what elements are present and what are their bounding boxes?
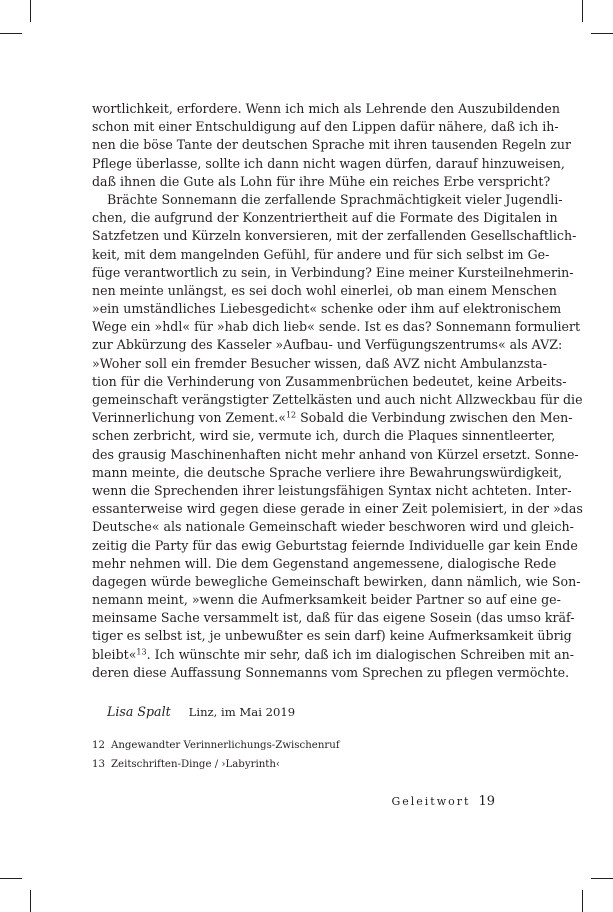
footnote-text: Zeitschriften-Dinge / ›Labyrinth‹ xyxy=(110,759,281,770)
footnote-number: 12 xyxy=(92,740,105,751)
footnote-13 xyxy=(92,759,280,770)
text-line: Pflege überlasse, sollte ich dann nicht wagen dürfen, darauf hinzuweisen, xyxy=(92,155,565,171)
footnote-ref: 13 xyxy=(136,647,147,657)
footnote-ref: 12 xyxy=(285,410,297,420)
text-line: mehr nehmen will. Die dem Gegenstand angemessene, dialogische Rede xyxy=(92,555,557,571)
text-line: Deutsche« als nationale Gemeinschaft wieder beschworen wird und gleich- xyxy=(92,519,574,535)
text-line: Satzfetzen und Kürzeln konversieren, mit der zerfallenden Gesellschaftlich- xyxy=(92,228,577,244)
author-name: Lisa Spalt xyxy=(107,704,171,719)
text-line: Verinnerlichung von Zement.«$^{12}$ Sobald die Verbindung zwischen den Men- xyxy=(92,410,573,426)
text-line: »ein umständliches Liebesgedicht« schenke oder ihm auf elektronischem xyxy=(92,301,562,317)
text-line: deren diese Auffassung Sonnemanns vom Sprechen zu pflegen vermöchte. xyxy=(92,664,570,680)
crop-mark-top-right xyxy=(582,0,583,22)
text-line: Brächte Sonnemann die zerfallende Sprachmächtigkeit vieler Jugendli- xyxy=(107,191,563,207)
text-line: daß ihnen die Gute als Lohn für ihre Mühe ein reiches Erbe verspricht? xyxy=(92,173,551,189)
text-line: füge verantwortlich zu sein, in Verbindung? Eine meiner Kursteilnehmerin- xyxy=(92,264,574,280)
crop-mark-top-right-h xyxy=(591,33,613,34)
text-line: dagegen würde bewegliche Gemeinschaft bewirken, dann nämlich, wie Son- xyxy=(92,573,581,589)
text-line: tiger es selbst ist, je unbewußter es sein darf) keine Aufmerksamkeit übrig xyxy=(92,628,572,644)
text-line: wenn die Sprechenden ihrer leistungsfähigen Syntax nicht achteten. Inter- xyxy=(92,482,572,498)
text-line: mann meinte, die deutsche Sprache verliere ihre Bewahrungswürdigkeit, xyxy=(92,464,563,480)
text-line: nemann meint, »wenn die Aufmerksamkeit beider Partner so auf eine ge- xyxy=(92,592,561,608)
page-footer xyxy=(391,794,495,809)
text-line: »Woher soll ein fremder Besucher wissen, daß AVZ nicht Ambulanzsta- xyxy=(92,355,547,371)
text-line: keit, mit dem mangelnden Gefühl, für andere und für sich selbst im Ge- xyxy=(92,246,550,262)
crop-mark-bottom-right xyxy=(582,890,583,912)
body-text xyxy=(92,100,583,682)
text-line: bleibt«$^{13}$. Ich wünschte mir sehr, daß ich im dialogischen Schreiben mit an- xyxy=(92,646,575,662)
text-line: gemeinschaft verängstigter Zettelkästen und auch nicht Allzweckbau für die xyxy=(92,392,583,407)
crop-mark-bottom-left-h xyxy=(0,878,22,879)
text-line: Wege ein »hdl« für »hab dich lieb« sende. Ist es das? Sonnemann formuliert xyxy=(92,319,581,335)
text-line: schon mit einer Entschuldigung auf den Lippen dafür nähere, daß ich ih- xyxy=(92,119,559,135)
text-line: schen zerbricht, wird sie, vermute ich, durch die Plaques sinnentleerter, xyxy=(92,428,556,444)
footnote-text: Angewandter Verinnerlichungs-Zwischenruf xyxy=(110,740,340,751)
footnote-number: 13 xyxy=(92,759,105,770)
place-date: Linz, im Mai 2019 xyxy=(188,705,296,719)
footnote-12 xyxy=(92,740,340,751)
text-line: meinsame Sache versammelt ist, daß für das eigene Sosein (das umso kräf- xyxy=(92,610,575,626)
text-line: zeitig die Party für das ewig Geburtstag feiernde Individuelle gar kein Ende xyxy=(92,537,578,553)
crop-mark-top-left xyxy=(30,0,31,22)
page-number: 19 xyxy=(478,794,495,809)
text-line: des grausig Maschinenhaften nicht mehr anhand von Kürzel ersetzt. Sonne- xyxy=(92,446,579,462)
text-line: nen die böse Tante der deutschen Sprache mit ihren tausenden Regeln zur xyxy=(92,137,572,153)
text-line: wortlichkeit, erfordere. Wenn ich mich als Lehrende den Auszubildenden xyxy=(92,101,560,116)
text-line: zur Abkürzung des Kasseler »Aufbau- und Verfügungszentrums« als AVZ: xyxy=(92,337,563,353)
text-line: chen, die aufgrund der Konzentriertheit auf die Formate des Digitalen in xyxy=(92,210,558,226)
text-line: nen meinte unlängst, es sei doch wohl einerlei, ob man einem Menschen xyxy=(92,282,557,298)
crop-mark-top-left-h xyxy=(0,33,22,34)
text-line: tion für die Verhinderung von Zusammenbrüchen bedeutet, keine Arbeits- xyxy=(92,373,567,389)
running-head: Geleitwort xyxy=(391,795,471,808)
crop-mark-bottom-right-h xyxy=(591,878,613,879)
crop-mark-bottom-left xyxy=(30,890,31,912)
signature xyxy=(107,704,295,719)
text-line: essanterweise wird gegen diese gerade in einer Zeit polemisiert, in der »das xyxy=(92,501,583,517)
